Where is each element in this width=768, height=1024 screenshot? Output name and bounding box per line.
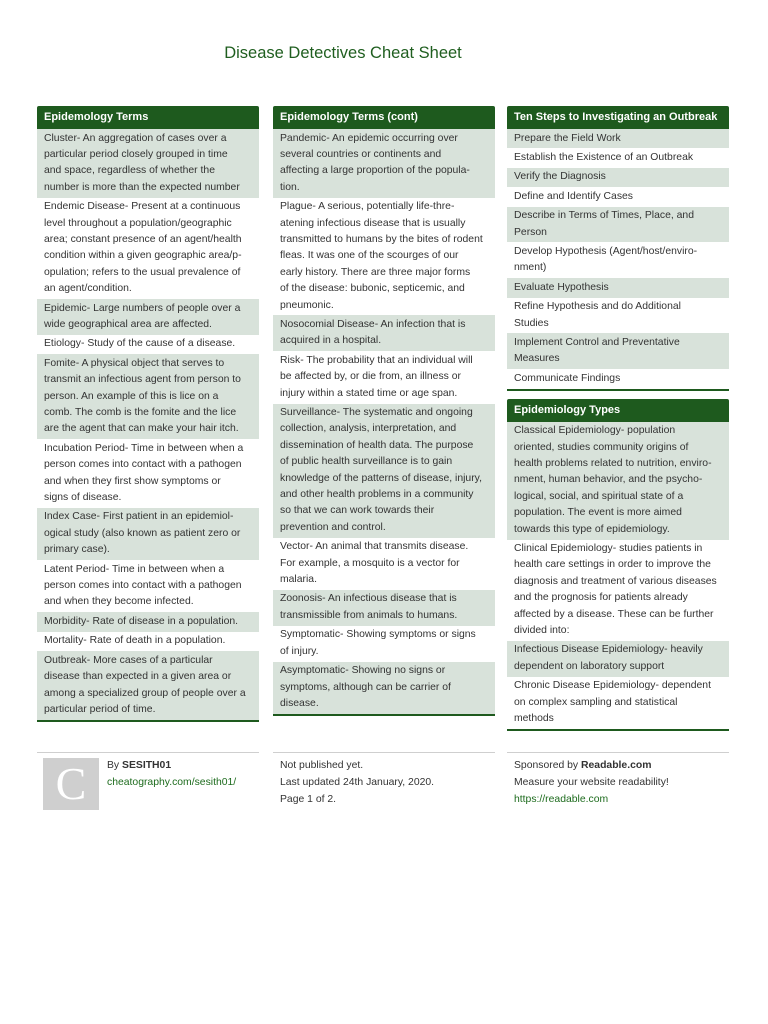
term-line: towards this type of epidemiology. [514, 523, 670, 535]
term-line: and when they first show symptoms or [44, 475, 221, 487]
term-line: Develop Hypothesis (Agent/host/enviro- [514, 245, 698, 257]
term-line: Person [514, 226, 547, 238]
term-line: on complex sampling and statistical [514, 696, 678, 708]
term-row [37, 632, 259, 651]
term-line: disease. [280, 697, 319, 709]
last-updated: Last updated 24th January, 2020. [280, 776, 435, 788]
term-line: be affected by, or die from, an illness or [280, 371, 461, 383]
term-line: symptoms, although can be carrier of [280, 681, 451, 693]
term-line: Implement Control and Preventative [514, 336, 680, 348]
term-line: Latent Period- Time in between when a [44, 563, 225, 575]
term-line: transmissible from animals to humans. [280, 609, 458, 621]
column-3 [507, 106, 729, 739]
term-line: Studies [514, 317, 549, 329]
term-row [37, 560, 259, 612]
term-line: affected by a disease. These can be further [514, 608, 714, 620]
term-line: Fomite- A physical object that serves to [44, 357, 225, 369]
sponsor-block [514, 758, 669, 808]
term-line: wide geographical area are affected. [44, 318, 212, 330]
sponsor-tagline: Measure your website readability! [514, 776, 669, 788]
term-line: person. An example of this is lice on a [44, 390, 219, 402]
term-line: collection, analysis, interpretation, and [280, 423, 457, 435]
term-line: of injury. [280, 645, 319, 657]
term-line: Mortality- Rate of death in a population. [44, 635, 226, 647]
term-line: Clinical Epidemiology- studies patients in [514, 543, 703, 555]
term-line: Etiology- Study of the cause of a disease. [44, 338, 236, 350]
term-line: dependent on laboratory support [514, 660, 665, 672]
term-row [507, 333, 729, 369]
footer-divider [507, 752, 729, 753]
term-line: Establish the Existence of an Outbreak [514, 151, 694, 163]
term-line: signs of disease. [44, 492, 122, 504]
term-row [273, 662, 495, 714]
term-line: primary case). [44, 544, 110, 556]
term-line: Classical Epidemiology- population [514, 425, 676, 437]
term-row [37, 508, 259, 560]
column-1 [37, 106, 259, 730]
term-line: level throughout a population/geographic [44, 217, 232, 229]
term-row [37, 335, 259, 354]
term-row [37, 354, 259, 439]
term-row [507, 187, 729, 206]
term-line: Zoonosis- An infectious disease that is [280, 593, 457, 605]
author-name: SESITH01 [122, 760, 172, 771]
term-line: logical, social, and spiritual state of a [514, 490, 684, 502]
term-line: Endemic Disease- Present at a continuous [44, 201, 241, 213]
term-line: Epidemic- Large numbers of people over a [44, 302, 241, 314]
term-line: particular period closely grouped in time [44, 148, 228, 160]
term-line: Pandemic- An epidemic occurring over [280, 132, 458, 144]
box-heading: Ten Steps to Investigating an Outbreak [507, 106, 729, 129]
cheatography-logo[interactable] [43, 758, 99, 810]
term-line: knowledge of the patterns of disease, injury, [280, 472, 482, 484]
term-line: Morbidity- Rate of disease in a population. [44, 615, 239, 627]
term-row [507, 242, 729, 278]
term-line: Risk- The probability that an individual will [280, 354, 473, 366]
term-row [507, 422, 729, 540]
term-row [507, 677, 729, 729]
term-line: ogical study (also known as patient zero or [44, 527, 241, 539]
term-line: malaria. [280, 574, 317, 586]
term-line: Prepare the Field Work [514, 132, 621, 144]
term-line: Refine Hypothesis and do Additional [514, 301, 681, 313]
footer-divider [273, 752, 495, 753]
term-line: fleas. It was one of the scourges of our [280, 250, 459, 262]
term-line: Measures [514, 353, 560, 365]
epidemology-terms-box [37, 106, 259, 722]
sponsor-link[interactable]: https://readable.com [514, 793, 609, 805]
term-line: comb. The comb is the fomite and the lice [44, 407, 237, 418]
term-row [273, 129, 495, 198]
term-line: acquired in a hospital. [280, 335, 382, 347]
term-line: prevention and control. [280, 521, 386, 533]
term-line: Infectious Disease Epidemiology- heavily [514, 644, 703, 656]
term-line: an agent/condition. [44, 283, 132, 295]
term-line: Asymptomatic- Showing no signs or [280, 665, 446, 677]
term-row [507, 148, 729, 167]
term-line: number is more than the expected number [44, 181, 240, 193]
term-line: and other health problems in a community [280, 489, 474, 501]
term-row [273, 590, 495, 626]
term-line: and the prognosis for patients already [514, 592, 688, 604]
term-line: atening infectious disease that is usually [280, 217, 466, 229]
published-status: Not published yet. [280, 760, 364, 771]
term-line: Evaluate Hypothesis [514, 281, 609, 293]
term-row [273, 315, 495, 351]
term-line: Index Case- First patient in an epidemiol- [44, 511, 234, 523]
term-line: Define and Identify Cases [514, 190, 633, 202]
term-line: Incubation Period- Time in between when a [44, 442, 244, 454]
term-row [273, 198, 495, 316]
box-heading: Epidemology Terms [37, 106, 259, 129]
term-line: early history. There are three major forms [280, 266, 471, 278]
term-row [37, 129, 259, 198]
term-line: condition within a given geographic area/p- [44, 250, 242, 262]
term-row [37, 439, 259, 508]
term-line: transmit an infectious agent from person to [44, 374, 241, 386]
term-line: diagnosis and treatment of various diseases [514, 575, 717, 587]
term-row [507, 278, 729, 297]
term-line: health care settings in order to improve the [514, 559, 711, 571]
sponsor-prefix: Sponsored by [514, 760, 579, 771]
term-row [37, 299, 259, 335]
term-row [273, 626, 495, 662]
term-row [507, 540, 729, 641]
term-line: nment) [514, 262, 547, 274]
ten-steps-box [507, 106, 729, 391]
term-line: among a specialized group of people over a [44, 687, 246, 699]
term-line: disease than expected in a given area or [44, 671, 232, 683]
term-line: health problems related to nutrition, enviro- [514, 458, 712, 469]
author-link[interactable]: cheatography.com/sesith01/ [107, 776, 237, 788]
term-row [507, 641, 729, 677]
term-row [273, 404, 495, 538]
term-row [273, 538, 495, 590]
term-line: and space, regardless of whether the [44, 165, 215, 177]
term-line: Chronic Disease Epidemiology- dependent [514, 680, 711, 692]
term-line: Vector- An animal that transmits disease. [280, 541, 469, 553]
term-line: methods [514, 713, 554, 725]
term-line: nment, human behavior, and the psycho- [514, 474, 703, 486]
epidemology-terms-cont-box [273, 106, 495, 716]
term-line: affecting a large proportion of the popula- [280, 165, 470, 177]
term-line: and when they become infected. [44, 596, 194, 608]
term-line: of the disease: bubonic, septicemic, and [280, 283, 465, 295]
logo-letter: C [55, 758, 87, 809]
term-line: For example, a mosquito is a vector for [280, 557, 460, 569]
term-row [37, 612, 259, 631]
term-line: divided into: [514, 625, 570, 637]
term-line: Symptomatic- Showing symptoms or signs [280, 629, 476, 641]
page-number: Page 1 of 2. [280, 793, 337, 805]
term-line: person comes into contact with a pathogen [44, 580, 242, 592]
term-line: Communicate Findings [514, 372, 621, 384]
author-block [107, 758, 236, 792]
term-line: are the agent that can make your hair itch. [44, 423, 239, 435]
term-row [507, 369, 729, 388]
footer-divider [37, 752, 259, 753]
term-line: Cluster- An aggregation of cases over a [44, 132, 227, 144]
term-line: oriented, studies community origins of [514, 441, 689, 453]
term-row [37, 651, 259, 720]
term-line: area; constant presence of an agent/health [44, 233, 242, 245]
term-line: Nosocomial Disease- An infection that is [280, 318, 466, 330]
sponsor-name: Readable.com [581, 760, 652, 771]
term-line: Surveillance- The systematic and ongoing [280, 407, 473, 418]
term-line: pneumonic. [280, 299, 334, 311]
term-line: population. The event is more aimed [514, 507, 682, 519]
term-line: transmitted to humans by the bites of rodent [280, 233, 483, 245]
publish-info [280, 758, 434, 808]
term-line: particular period of time. [44, 703, 156, 715]
term-row [507, 207, 729, 243]
term-line: so that we can work towards their [280, 505, 435, 517]
term-row [273, 351, 495, 403]
term-line: Plague- A serious, potentially life-thre- [280, 201, 455, 213]
term-line: Verify the Diagnosis [514, 171, 606, 183]
term-line: tion. [280, 181, 300, 193]
page-title: Disease Detectives Cheat Sheet [224, 44, 462, 62]
term-row [507, 168, 729, 187]
box-heading: Epidemology Terms (cont) [273, 106, 495, 129]
term-row [37, 198, 259, 299]
epidemiology-types-box [507, 399, 729, 731]
term-line: Describe in Terms of Times, Place, and [514, 210, 694, 222]
term-line: injury within a stated time or age span. [280, 387, 458, 399]
term-line: dissemination of health data. The purpose [280, 439, 474, 451]
term-line: Outbreak- More cases of a particular [44, 654, 213, 666]
term-line: opulation; refers to the usual prevalence of [44, 266, 241, 278]
term-line: several countries or continents and [280, 148, 442, 160]
term-row [507, 298, 729, 334]
box-heading: Epidemiology Types [507, 399, 729, 422]
term-line: of public health surveillance is to gain [280, 456, 453, 468]
term-row [507, 129, 729, 148]
column-2 [273, 106, 495, 724]
by-prefix: By [107, 760, 120, 771]
term-line: person comes into contact with a pathogen [44, 459, 242, 471]
